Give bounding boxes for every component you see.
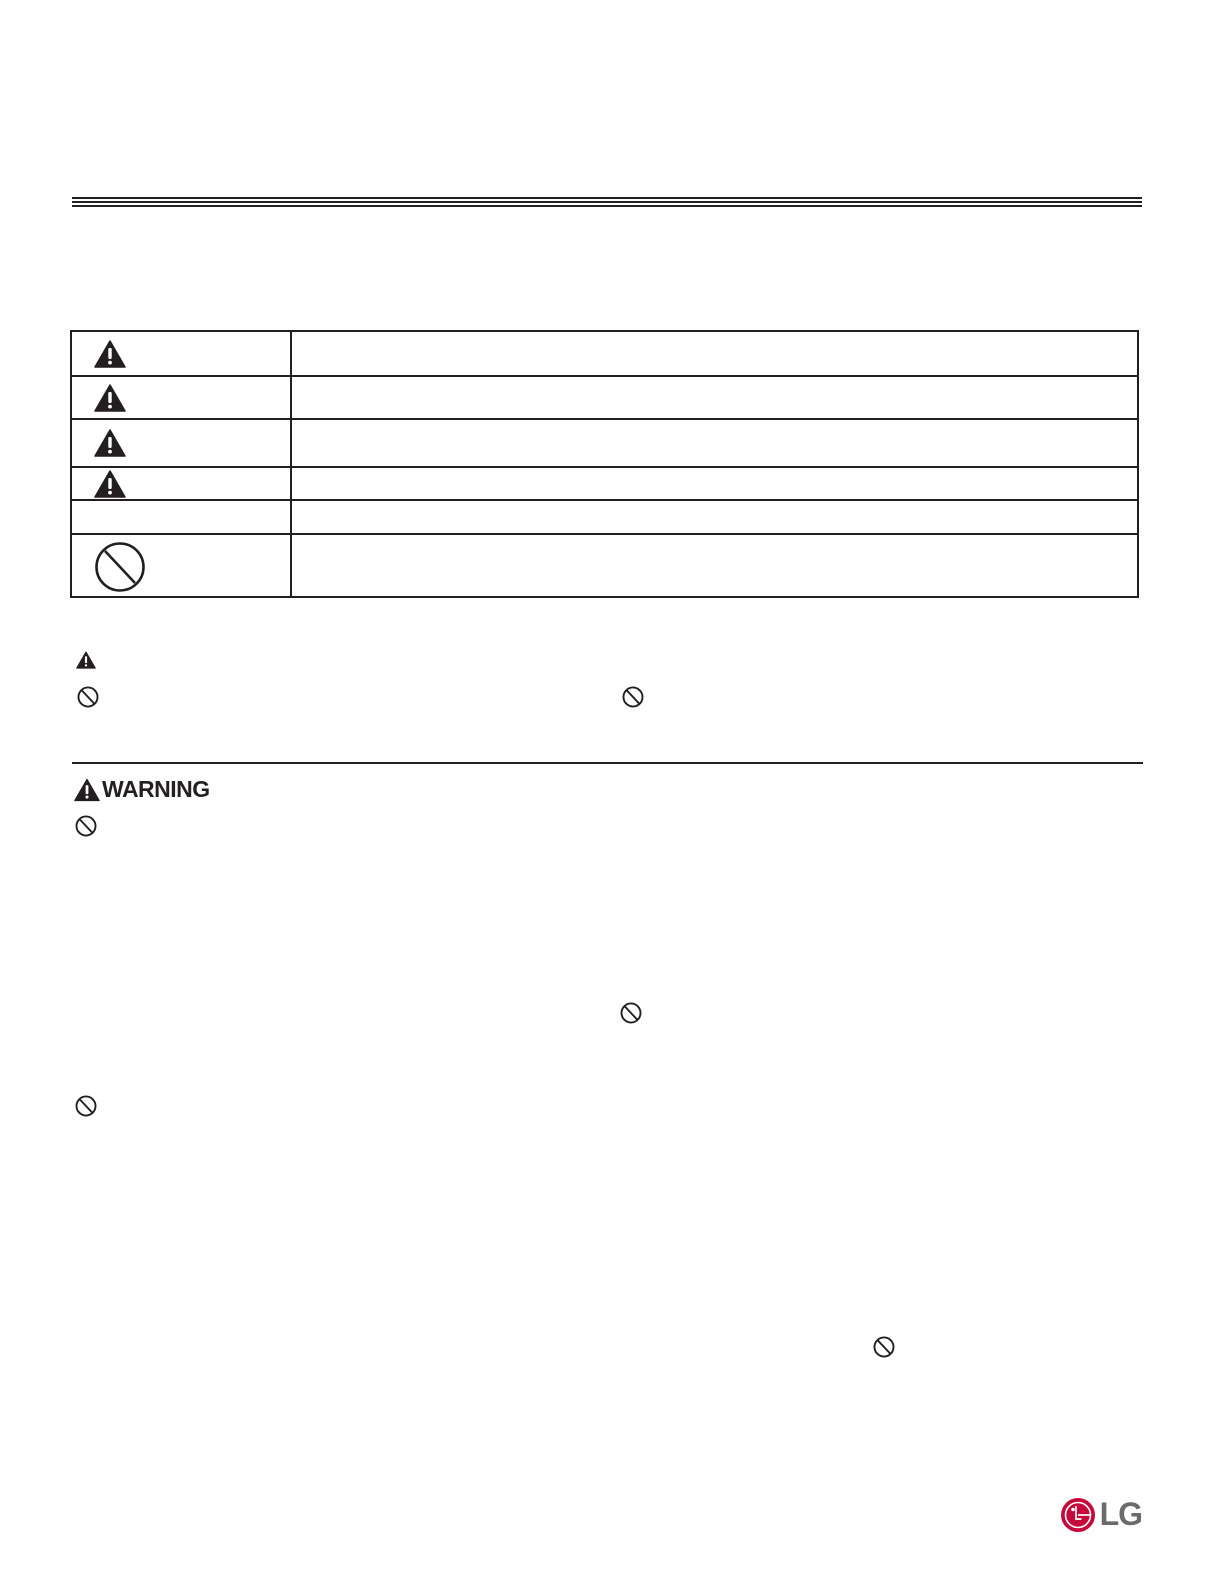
legend-row-2-text xyxy=(294,377,1131,418)
legend-row-1-icon-cell xyxy=(72,332,290,375)
legend-row-6-icon-cell xyxy=(72,535,290,598)
warning-triangle-icon xyxy=(94,340,126,368)
warning-heading xyxy=(74,776,210,803)
legend-row-6-text xyxy=(294,535,1131,598)
prohibited-icon xyxy=(94,541,146,593)
warning-triangle-icon xyxy=(94,384,126,412)
legend-row-2-icon-cell xyxy=(72,377,290,418)
legend-row-1-text xyxy=(294,332,1131,375)
prohibited-icon xyxy=(622,686,644,708)
warning-triangle-icon xyxy=(94,429,126,457)
prohibited-icon xyxy=(620,1002,642,1024)
prohibited-icon xyxy=(873,1336,895,1358)
warning-label: WARNING xyxy=(102,776,210,802)
lg-logo xyxy=(1060,1496,1142,1533)
section-divider xyxy=(72,762,1143,764)
warning-triangle-icon xyxy=(94,470,126,498)
prohibited-icon xyxy=(75,815,97,837)
legend-row-3-icon-cell xyxy=(72,420,290,466)
lg-logo-text: LG xyxy=(1099,1496,1142,1532)
legend-row-5-text xyxy=(294,501,1131,533)
legend-row-4-text xyxy=(294,468,1131,499)
warning-triangle-icon xyxy=(74,778,100,802)
prohibited-icon xyxy=(75,1095,97,1117)
legend-row-4-icon-cell xyxy=(72,468,290,499)
legend-row-3-text xyxy=(294,420,1131,466)
prohibited-icon xyxy=(77,686,99,708)
warning-triangle-icon xyxy=(76,651,96,669)
lg-face-icon xyxy=(1060,1497,1096,1533)
safety-symbol-legend-table xyxy=(70,330,1139,598)
